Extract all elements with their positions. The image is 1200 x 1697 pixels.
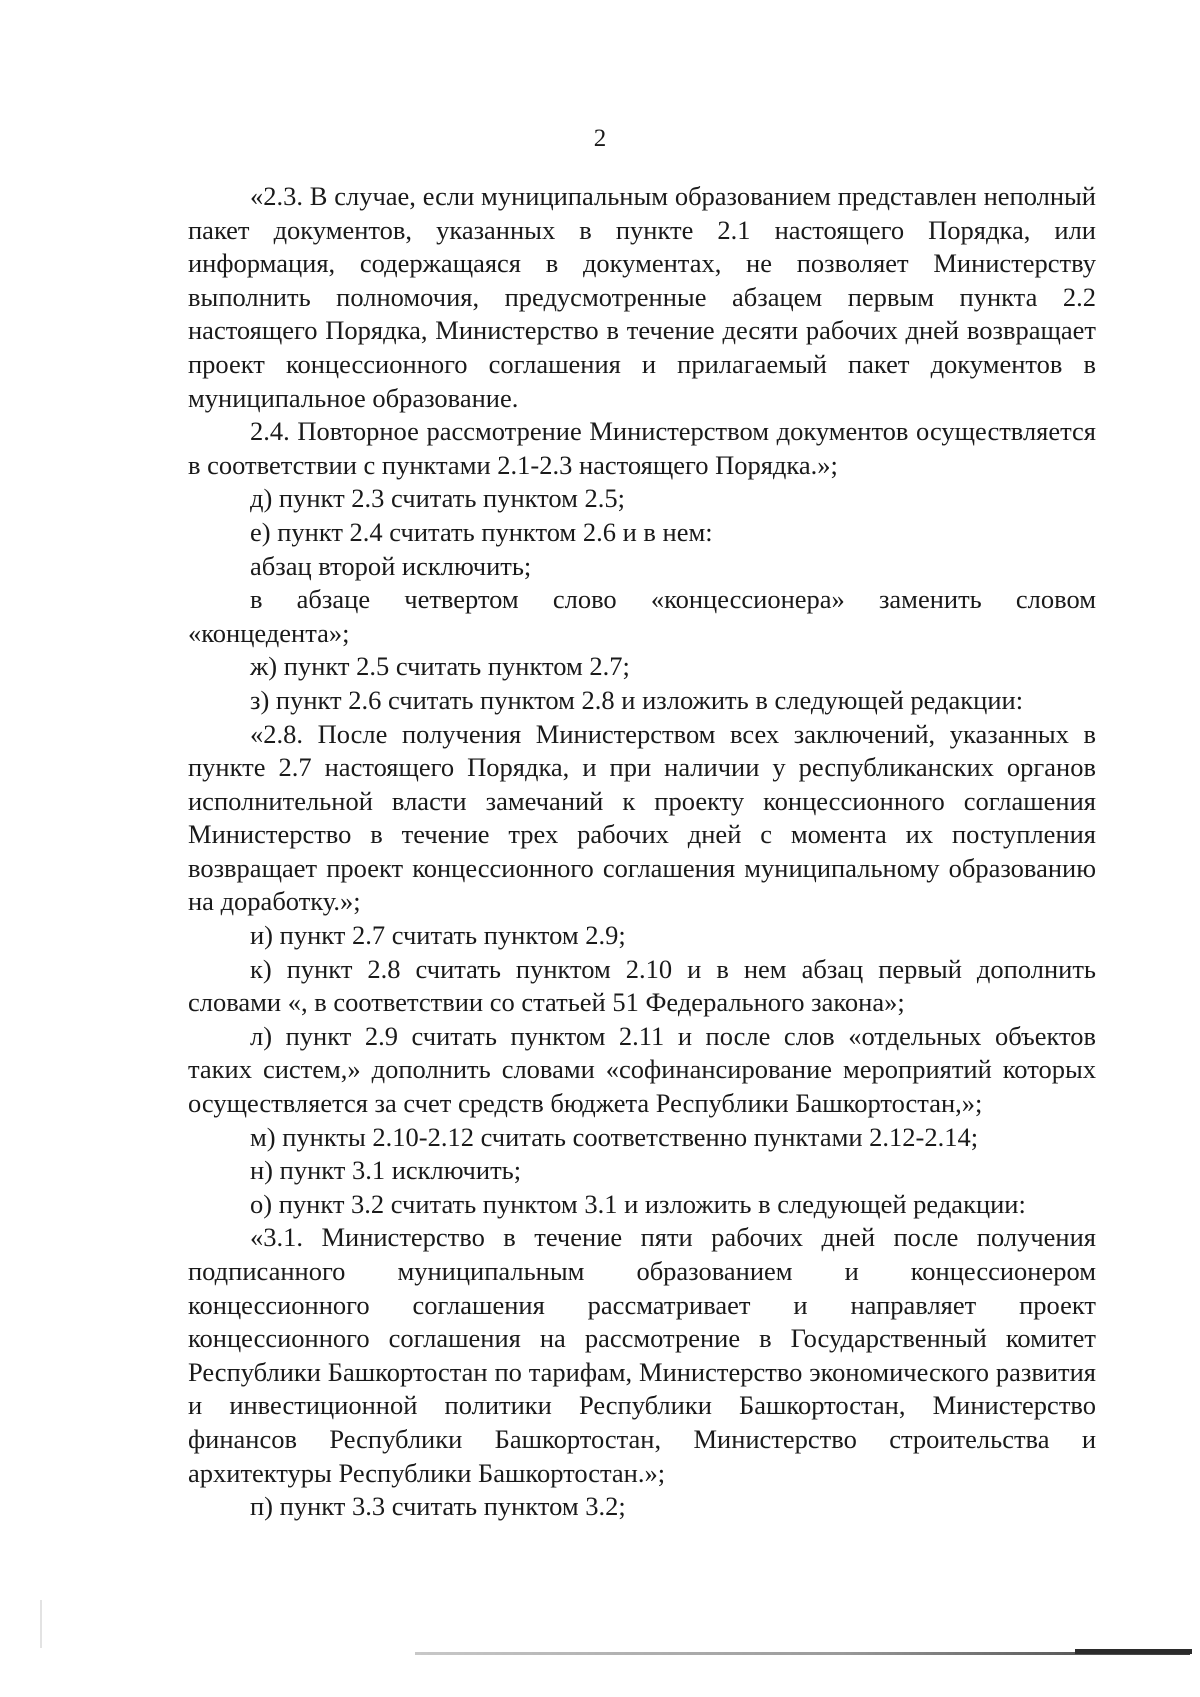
paragraph-2-8: «2.8. После получения Министерством всех заключений, указанных в пункте 2.7 настоящего Порядка, и при наличии у республиканских органов исполнительной власти замечаний к проекту концессионного соглашения Министерство в течение трех рабочих дней с момента их поступления возвращает проект концессионного соглашения муниципальному образованию на доработку.»; — [188, 718, 1096, 917]
scan-bottom-edge — [415, 1652, 1190, 1655]
paragraph-item-n: н) пункт 3.1 исключить; — [250, 1155, 522, 1186]
paragraph-item-e: е) пункт 2.4 считать пунктом 2.6 и в нем: — [250, 516, 713, 547]
paragraph-item-k: к) пункт 2.8 считать пунктом 2.10 и в нем абзац первый дополнить словами «, в соответствии со статьей 51 Федерального закона»; — [188, 953, 1096, 1018]
paragraph-item-o: о) пункт 3.2 считать пунктом 3.1 и изложить в следующей редакции: — [250, 1188, 1026, 1219]
paragraph-2-3: «2.3. В случае, если муниципальным образованием представлен неполный пакет документов, указанных в пункте 2.1 настоящего Порядка, или информация, содержащаяся в документах, не позволяет Министерству выполнить полномочия, предусмотренные абзацем первым пункта 2.2 настоящего Порядка, Министерство в течение десяти рабочих дней возвращает проект концессионного соглашения и прилагаемый пакет документов в муниципальное образование. — [188, 181, 1096, 413]
paragraph-item-p: п) пункт 3.3 считать пунктом 3.2; — [250, 1491, 626, 1522]
paragraph-item-zh: ж) пункт 2.5 считать пунктом 2.7; — [250, 651, 630, 682]
page-number: 2 — [593, 125, 607, 152]
paragraph-3-1: «3.1. Министерство в течение пяти рабочих дней после получения подписанного муниципальным образованием и концессионером концессионного соглашения рассматривает и направляет проект концессионного соглашения на рассмотрение в Государственный комитет Республики Башкортостан по тарифам, Министерство экономического развития и инвестиционной политики Республики Башкортостан, Министерство финансов Республики Башкортостан, Министерство строительства и архитектуры Республики Башкортостан.»; — [188, 1222, 1096, 1488]
scan-edge-mark — [40, 1600, 42, 1648]
paragraph-item-l: л) пункт 2.9 считать пунктом 2.11 и после слов «отдельных объектов таких систем,» дополнить словами «софинансирование мероприятий которых осуществляется за счет средств бюджета Республики Башкортостан,»; — [188, 1020, 1096, 1119]
paragraph-2-4: 2.4. Повторное рассмотрение Министерством документов осуществляется в соответствии с пунктами 2.1-2.3 настоящего Порядка.»; — [188, 416, 1096, 480]
paragraph-fourth-abzac: в абзаце четвертом слово «концессионера» заменить словом «концедента»; — [188, 584, 1096, 648]
scan-bottom-edge-dark — [1075, 1649, 1192, 1654]
paragraph-item-m: м) пункты 2.10-2.12 считать соответственно пунктами 2.12-2.14; — [250, 1121, 979, 1152]
paragraph-item-i: и) пункт 2.7 считать пунктом 2.9; — [250, 920, 626, 951]
paragraph-item-d: д) пункт 2.3 считать пунктом 2.5; — [250, 483, 626, 514]
document-body — [188, 180, 1096, 1524]
paragraph-second-abzac: абзац второй исключить; — [250, 550, 532, 581]
paragraph-item-z: з) пункт 2.6 считать пунктом 2.8 и изложить в следующей редакции: — [250, 684, 1024, 715]
